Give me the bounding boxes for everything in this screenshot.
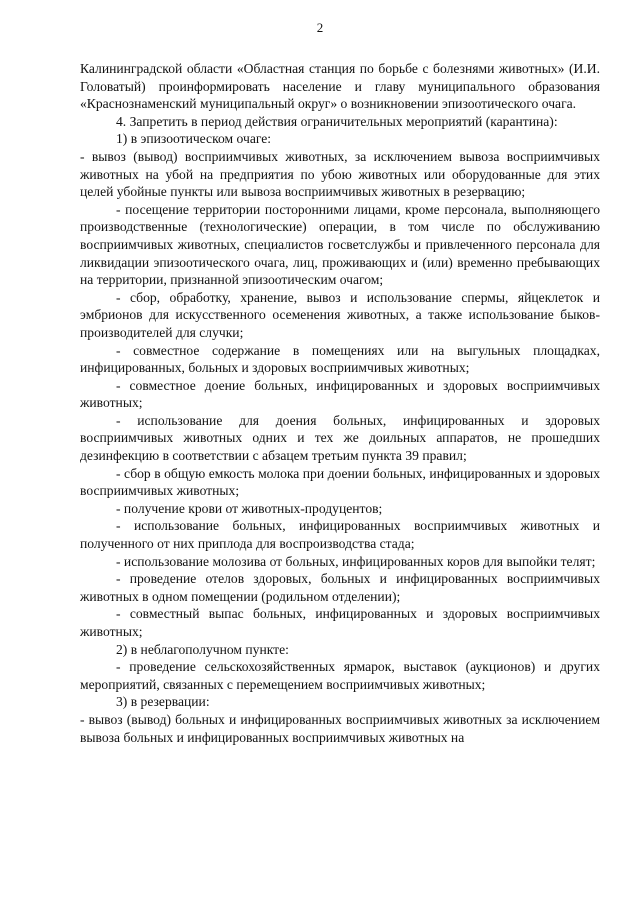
- paragraph: Калининградской области «Областная станция по борьбе с болезнями животных» (И.И. Головатый) проинформировать население и главу муниципального образования «Краснознаменский муниципальный округ» о возникновении эпизоотического очага.: [80, 61, 600, 112]
- document-body: [80, 60, 600, 746]
- paragraph: 3) в резервации:: [116, 694, 210, 710]
- paragraph: 2) в неблагополучном пункте:: [116, 641, 289, 657]
- page-number: 2: [316, 20, 324, 35]
- paragraph: - использование для доения больных, инфицированных и здоровых восприимчивых животных одних и тех же доильных аппаратов, не прошедших дезинфекцию в соответствии с абзацем третьим пункта 39 правил;: [80, 412, 600, 464]
- paragraph: - совместный выпас больных, инфицированных и здоровых восприимчивых животных;: [80, 606, 600, 639]
- paragraph: - вывоз (вывод) восприимчивых животных, за исключением вывоза восприимчивых животных на убой на предприятия по убою животных или оборудованные для этих целей убойные пункты или вывоза восприимчивых животных в резервацию;: [80, 148, 600, 200]
- paragraph: - проведение отелов здоровых, больных и инфицированных восприимчивых животных в одном помещении (родильном отделении);: [80, 571, 600, 604]
- paragraph: - вывоз (вывод) больных и инфицированных восприимчивых животных за исключением вывоза больных и инфицированных восприимчивых животных на: [80, 711, 600, 745]
- paragraph: - получение крови от животных-продуцентов;: [116, 500, 383, 516]
- paragraph: 4. Запретить в период действия ограничительных мероприятий (карантина):: [116, 113, 558, 129]
- paragraph: 1) в эпизоотическом очаге:: [116, 131, 272, 147]
- paragraph: - посещение территории посторонними лицами, кроме персонала, выполняющего производственные (технологические) операции, в том числе по обслуживанию восприимчивых животных, специалистов госветслужбы и привлеченного персонала для ликвидации эпизоотического очага, лиц, проживающих и (или) временно пребывающих на территории, признанной эпизоотическим очагом;: [80, 201, 600, 288]
- paragraph: - сбор в общую емкость молока при доении больных, инфицированных и здоровых восприимчивых животных;: [80, 465, 600, 499]
- paragraph: - сбор, обработку, хранение, вывоз и использование спермы, яйцеклеток и эмбрионов для искусственного осеменения животных, а также использование быков-производителей для случки;: [80, 289, 600, 340]
- paragraph: - использование молозива от больных, инфицированных коров для выпойки телят;: [116, 553, 596, 569]
- paragraph: - проведение сельскохозяйственных ярмарок, выставок (аукционов) и других мероприятий, связанных с перемещением восприимчивых животных;: [80, 659, 600, 692]
- paragraph: - совместное доение больных, инфицированных и здоровых восприимчивых животных;: [80, 377, 600, 411]
- paragraph: - использование больных, инфицированных восприимчивых животных и полученного от них приплода для воспроизводства стада;: [80, 518, 600, 552]
- paragraph: - совместное содержание в помещениях или на выгульных площадках, инфицированных, больных и здоровых восприимчивых животных;: [80, 342, 600, 376]
